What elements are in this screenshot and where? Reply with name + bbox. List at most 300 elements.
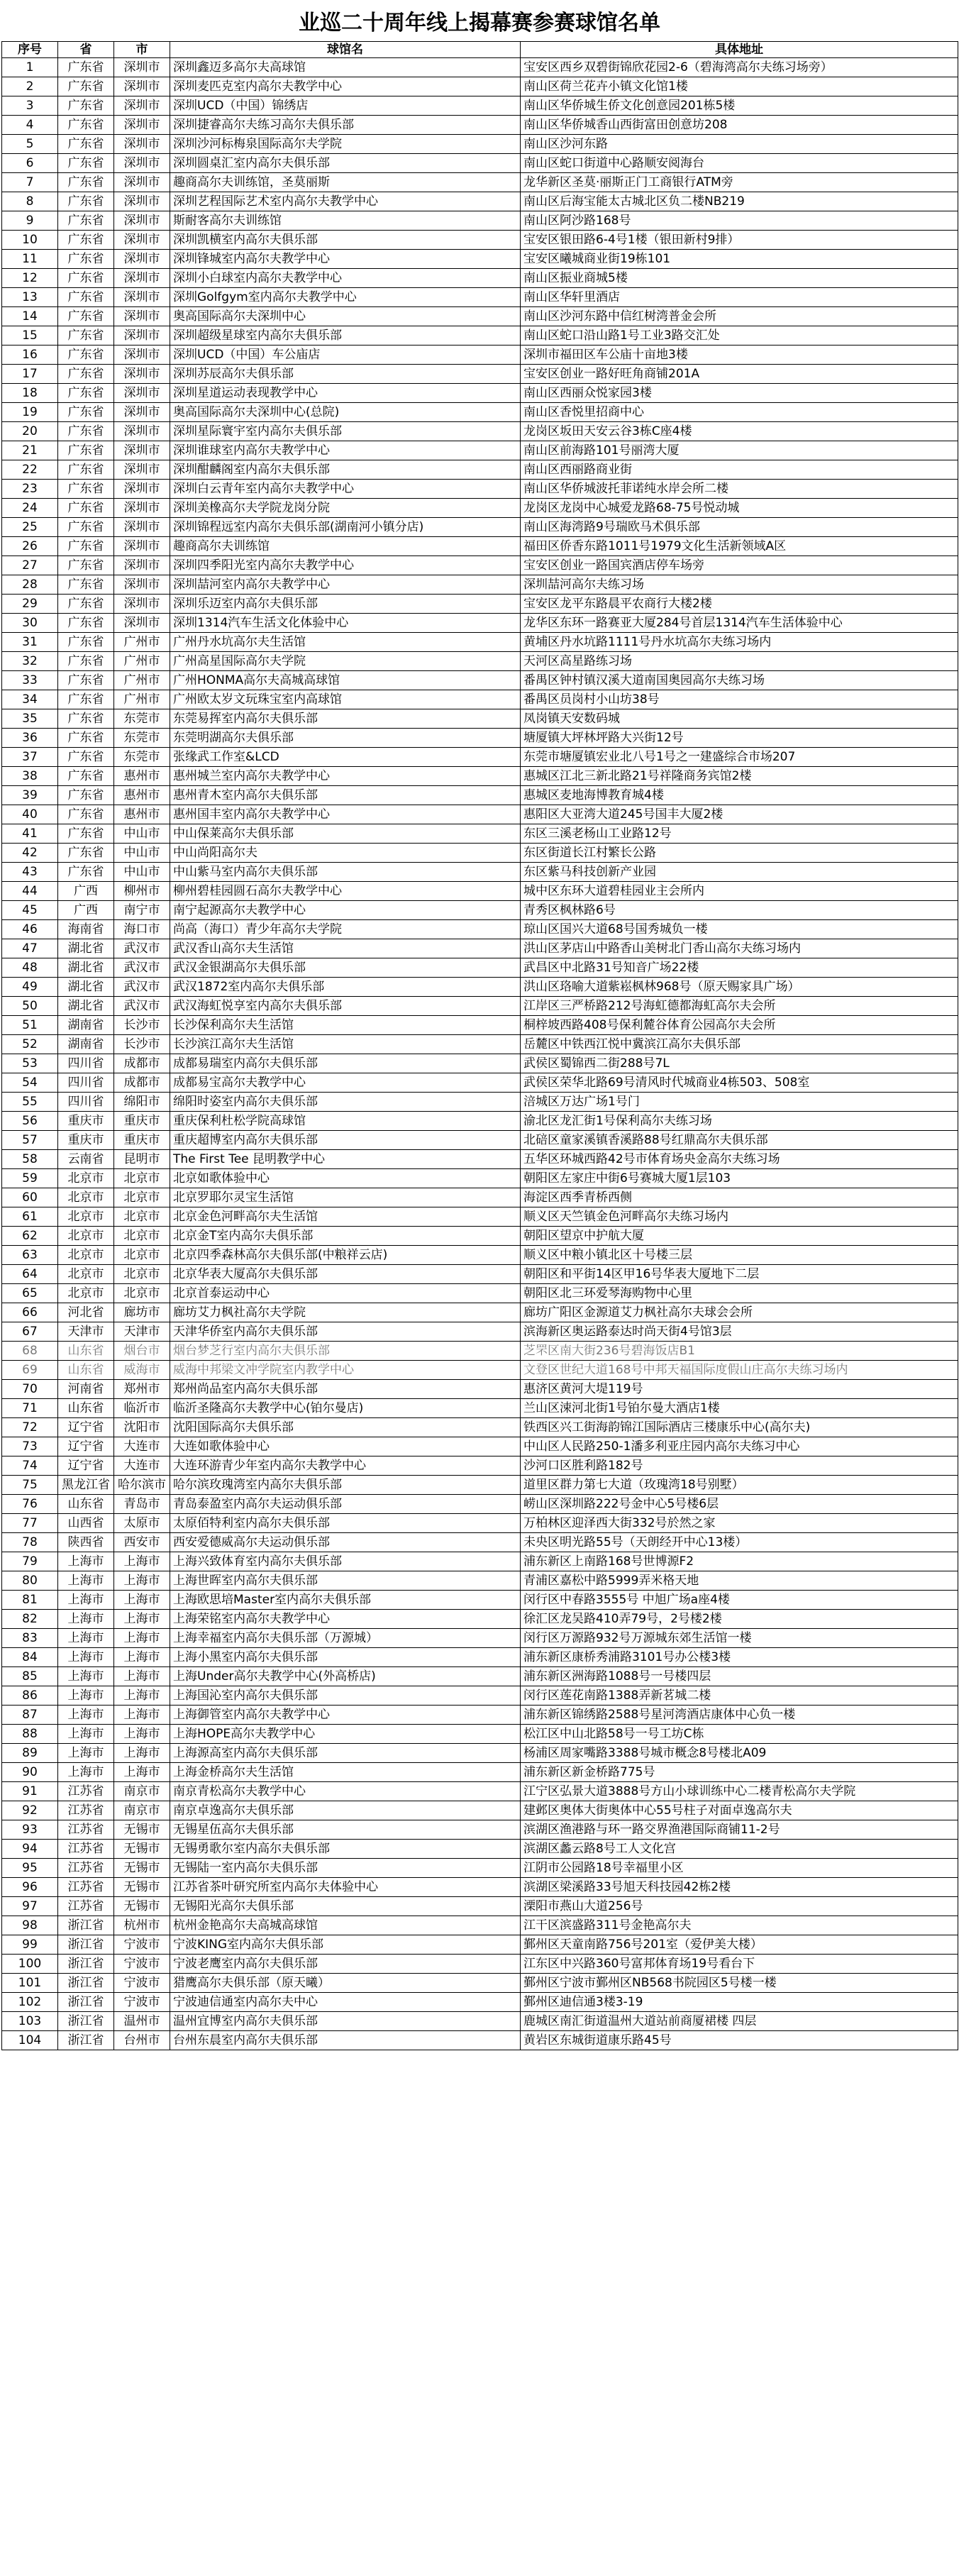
table-row (2, 1686, 958, 1706)
cell-index: 41 (2, 824, 58, 844)
cell-index: 36 (2, 729, 58, 748)
cell-province: 广东省 (58, 173, 114, 192)
table-row (2, 997, 958, 1016)
cell-province: 江苏省 (58, 1897, 114, 1916)
table-row (2, 250, 958, 269)
cell-venue-name: 哈尔滨玫瑰湾室内高尔夫俱乐部 (170, 1476, 521, 1495)
table-row (2, 1571, 958, 1591)
cell-address: 顺义区天竺镇金色河畔高尔夫练习场内 (521, 1207, 958, 1227)
cell-venue-name: 深圳沙河标梅泉国际高尔夫学院 (170, 135, 521, 154)
table-row (2, 135, 958, 154)
cell-city: 上海市 (114, 1744, 170, 1763)
cell-city: 深圳市 (114, 575, 170, 595)
table-row (2, 192, 958, 211)
cell-city: 太原市 (114, 1514, 170, 1533)
cell-province: 广东省 (58, 556, 114, 575)
cell-province: 浙江省 (58, 1916, 114, 1935)
cell-index: 35 (2, 709, 58, 729)
cell-index: 39 (2, 786, 58, 805)
cell-venue-name: 广州丹水坑高尔夫生活馆 (170, 633, 521, 652)
table-row (2, 1820, 958, 1840)
cell-index: 93 (2, 1820, 58, 1840)
cell-province: 湖南省 (58, 1035, 114, 1054)
cell-city: 武汉市 (114, 939, 170, 958)
table-row (2, 1284, 958, 1303)
table-row (2, 786, 958, 805)
cell-city: 深圳市 (114, 537, 170, 556)
cell-address: 岳麓区中铁西江悦中冀滨江高尔夫俱乐部 (521, 1035, 958, 1054)
cell-city: 深圳市 (114, 518, 170, 537)
cell-city: 温州市 (114, 2012, 170, 2031)
cell-index: 4 (2, 116, 58, 135)
cell-city: 上海市 (114, 1591, 170, 1610)
cell-province: 辽宁省 (58, 1437, 114, 1456)
table-row (2, 614, 958, 633)
cell-venue-name: 武汉金银湖高尔夫俱乐部 (170, 958, 521, 978)
cell-index: 60 (2, 1188, 58, 1207)
cell-address: 南山区蛇口街道中心路顺安阅海台 (521, 154, 958, 173)
cell-city: 武汉市 (114, 958, 170, 978)
table-row (2, 1399, 958, 1418)
cell-address: 徐汇区龙吴路410弄79号，2号楼2楼 (521, 1610, 958, 1629)
cell-venue-name: 深圳星际寰宇室内高尔夫俱乐部 (170, 422, 521, 441)
table-row (2, 652, 958, 671)
cell-address: 朝阳区望京中护航大厦 (521, 1227, 958, 1246)
cell-index: 3 (2, 96, 58, 116)
cell-venue-name: 武汉香山高尔夫生活馆 (170, 939, 521, 958)
cell-index: 26 (2, 537, 58, 556)
cell-venue-name: 上海HOPE高尔夫教学中心 (170, 1725, 521, 1744)
cell-address: 东区三溪老杨山工业路12号 (521, 824, 958, 844)
cell-index: 95 (2, 1859, 58, 1878)
cell-province: 山东省 (58, 1399, 114, 1418)
cell-index: 58 (2, 1150, 58, 1169)
cell-venue-name: 成都易瑞室内高尔夫俱乐部 (170, 1054, 521, 1073)
cell-venue-name: 深圳小白球室内高尔夫教学中心 (170, 269, 521, 288)
cell-venue-name: 沈阳国际高尔夫俱乐部 (170, 1418, 521, 1437)
cell-index: 82 (2, 1610, 58, 1629)
cell-province: 北京市 (58, 1265, 114, 1284)
cell-address: 龙华区东环一路赛亚大厦284号首层1314汽车生活体验中心 (521, 614, 958, 633)
cell-index: 77 (2, 1514, 58, 1533)
cell-province: 山西省 (58, 1514, 114, 1533)
cell-index: 5 (2, 135, 58, 154)
header-index: 序号 (2, 42, 58, 58)
cell-index: 52 (2, 1035, 58, 1054)
cell-city: 成都市 (114, 1054, 170, 1073)
cell-venue-name: 趣商高尔夫训练馆，圣莫丽斯 (170, 173, 521, 192)
table-row (2, 403, 958, 422)
cell-city: 杭州市 (114, 1916, 170, 1935)
cell-index: 25 (2, 518, 58, 537)
cell-province: 广西 (58, 901, 114, 920)
cell-province: 上海市 (58, 1552, 114, 1571)
cell-address: 洪山区茅店山中路香山美树北门香山高尔夫练习场内 (521, 939, 958, 958)
cell-index: 38 (2, 767, 58, 786)
cell-venue-name: 深圳UCD（中国）车公庙店 (170, 346, 521, 365)
cell-province: 广东省 (58, 269, 114, 288)
cell-province: 上海市 (58, 1648, 114, 1667)
table-row (2, 1016, 958, 1035)
cell-address: 建邺区奥体大街奥体中心55号柱子对面卓逸高尔夫 (521, 1801, 958, 1820)
cell-city: 广州市 (114, 652, 170, 671)
cell-index: 70 (2, 1380, 58, 1399)
cell-city: 沈阳市 (114, 1418, 170, 1437)
cell-province: 北京市 (58, 1207, 114, 1227)
cell-index: 21 (2, 441, 58, 460)
cell-province: 广东省 (58, 135, 114, 154)
cell-venue-name: 上海御管室内高尔夫教学中心 (170, 1706, 521, 1725)
cell-address: 南山区阿沙路168号 (521, 211, 958, 231)
cell-address: 闵行区万源路932号万源城东郊生活馆一楼 (521, 1629, 958, 1648)
cell-city: 深圳市 (114, 365, 170, 384)
cell-venue-name: 深圳捷睿高尔夫练习高尔夫俱乐部 (170, 116, 521, 135)
cell-address: 沙河口区胜利路182号 (521, 1456, 958, 1476)
cell-index: 40 (2, 805, 58, 824)
cell-province: 上海市 (58, 1725, 114, 1744)
table-row (2, 882, 958, 901)
cell-city: 绵阳市 (114, 1093, 170, 1112)
cell-venue-name: 北京金色河畔高尔夫生活馆 (170, 1207, 521, 1227)
cell-index: 59 (2, 1169, 58, 1188)
table-row (2, 901, 958, 920)
table-row (2, 1591, 958, 1610)
cell-index: 17 (2, 365, 58, 384)
cell-address: 滨湖区蠡云路8号工人文化宫 (521, 1840, 958, 1859)
cell-city: 宁波市 (114, 1955, 170, 1974)
cell-address: 浦东新区锦绣路2588号星河湾酒店康体中心负一楼 (521, 1706, 958, 1725)
cell-city: 大连市 (114, 1456, 170, 1476)
cell-index: 85 (2, 1667, 58, 1686)
cell-province: 河南省 (58, 1380, 114, 1399)
cell-index: 1 (2, 58, 58, 77)
cell-city: 深圳市 (114, 460, 170, 480)
cell-province: 江苏省 (58, 1782, 114, 1801)
cell-index: 9 (2, 211, 58, 231)
header-address: 具体地址 (521, 42, 958, 58)
cell-city: 深圳市 (114, 231, 170, 250)
cell-venue-name: 中山尚阳高尔夫 (170, 844, 521, 863)
cell-venue-name: 猎鹰高尔夫俱乐部（原天曦） (170, 1974, 521, 1993)
table-row (2, 1706, 958, 1725)
cell-venue-name: The First Tee 昆明教学中心 (170, 1150, 521, 1169)
cell-venue-name: 北京华表大厦高尔夫俱乐部 (170, 1265, 521, 1284)
cell-address: 江干区滨盛路311号金艳高尔夫 (521, 1916, 958, 1935)
cell-venue-name: 深圳艺程国际艺术室内高尔夫教学中心 (170, 192, 521, 211)
cell-venue-name: 深圳苏辰高尔夫俱乐部 (170, 365, 521, 384)
cell-venue-name: 深圳酣麟阁室内高尔夫俱乐部 (170, 460, 521, 480)
cell-city: 北京市 (114, 1246, 170, 1265)
cell-address: 南山区振业商城5楼 (521, 269, 958, 288)
cell-city: 南京市 (114, 1801, 170, 1820)
cell-address: 万柏林区迎泽西大街332号於然之家 (521, 1514, 958, 1533)
cell-address: 文登区世纪大道168号中邦天福国际度假山庄高尔夫练习场内 (521, 1361, 958, 1380)
cell-city: 广州市 (114, 690, 170, 709)
cell-index: 45 (2, 901, 58, 920)
cell-city: 深圳市 (114, 384, 170, 403)
cell-venue-name: 武汉1872室内高尔夫俱乐部 (170, 978, 521, 997)
cell-venue-name: 北京如歌体验中心 (170, 1169, 521, 1188)
cell-city: 惠州市 (114, 767, 170, 786)
cell-index: 37 (2, 748, 58, 767)
cell-province: 浙江省 (58, 1955, 114, 1974)
table-row (2, 154, 958, 173)
table-row (2, 729, 958, 748)
cell-address: 南山区蛇口沿山路1号工业3路交汇处 (521, 326, 958, 346)
cell-province: 广东省 (58, 365, 114, 384)
cell-province: 海南省 (58, 920, 114, 939)
cell-city: 深圳市 (114, 595, 170, 614)
cell-index: 76 (2, 1495, 58, 1514)
cell-index: 44 (2, 882, 58, 901)
cell-city: 上海市 (114, 1629, 170, 1648)
table-body (2, 58, 958, 2050)
cell-address: 浦东新区康桥秀浦路3101号办公楼3楼 (521, 1648, 958, 1667)
cell-address: 南山区西丽路商业街 (521, 460, 958, 480)
table-header-row (2, 42, 958, 58)
cell-index: 72 (2, 1418, 58, 1437)
cell-province: 广东省 (58, 537, 114, 556)
table-row (2, 1361, 958, 1380)
cell-index: 32 (2, 652, 58, 671)
cell-address: 城中区东环大道碧桂园业主会所内 (521, 882, 958, 901)
cell-city: 深圳市 (114, 422, 170, 441)
header-venue-name: 球馆名 (170, 42, 521, 58)
cell-venue-name: 宁波KING室内高尔夫俱乐部 (170, 1935, 521, 1955)
cell-city: 临沂市 (114, 1399, 170, 1418)
cell-province: 广东省 (58, 595, 114, 614)
cell-address: 天河区高星路练习场 (521, 652, 958, 671)
cell-city: 中山市 (114, 824, 170, 844)
cell-city: 重庆市 (114, 1112, 170, 1131)
cell-city: 上海市 (114, 1571, 170, 1591)
cell-index: 13 (2, 288, 58, 307)
cell-address: 溧阳市燕山大道256号 (521, 1897, 958, 1916)
table-row (2, 365, 958, 384)
cell-index: 65 (2, 1284, 58, 1303)
cell-venue-name: 深圳UCD（中国）锦绣店 (170, 96, 521, 116)
cell-address: 东莞市塘厦镇宏业北八号1号之一建盛综合市场207 (521, 748, 958, 767)
cell-province: 浙江省 (58, 2012, 114, 2031)
cell-province: 广东省 (58, 671, 114, 690)
cell-city: 海口市 (114, 920, 170, 939)
cell-city: 深圳市 (114, 135, 170, 154)
cell-city: 深圳市 (114, 614, 170, 633)
table-row (2, 77, 958, 96)
cell-province: 四川省 (58, 1054, 114, 1073)
cell-city: 上海市 (114, 1667, 170, 1686)
table-row (2, 1801, 958, 1820)
cell-city: 烟台市 (114, 1342, 170, 1361)
cell-province: 浙江省 (58, 2031, 114, 2050)
cell-city: 南宁市 (114, 901, 170, 920)
cell-venue-name: 烟台梦芝行室内高尔夫俱乐部 (170, 1342, 521, 1361)
venue-table (1, 41, 958, 2050)
table-row (2, 1169, 958, 1188)
cell-address: 南山区沙河东路中信红树湾普金会所 (521, 307, 958, 326)
cell-province: 上海市 (58, 1686, 114, 1706)
table-row (2, 1974, 958, 1993)
cell-province: 湖南省 (58, 1016, 114, 1035)
cell-venue-name: 东莞易挥室内高尔夫俱乐部 (170, 709, 521, 729)
table-row (2, 499, 958, 518)
cell-address: 龙华新区圣莫·丽斯正门工商银行ATM旁 (521, 173, 958, 192)
table-row (2, 480, 958, 499)
cell-venue-name: 深圳1314汽车生活文化体验中心 (170, 614, 521, 633)
table-row (2, 422, 958, 441)
cell-venue-name: 中山保莱高尔夫俱乐部 (170, 824, 521, 844)
cell-province: 黑龙江省 (58, 1476, 114, 1495)
cell-index: 63 (2, 1246, 58, 1265)
table-row (2, 1840, 958, 1859)
cell-venue-name: 北京罗耶尔灵宝生活馆 (170, 1188, 521, 1207)
cell-address: 江岸区三严桥路212号海虹德都海虹高尔夫会所 (521, 997, 958, 1016)
cell-index: 62 (2, 1227, 58, 1246)
table-row (2, 863, 958, 882)
cell-city: 长沙市 (114, 1035, 170, 1054)
cell-city: 青岛市 (114, 1495, 170, 1514)
cell-venue-name: 深圳喆河室内高尔夫教学中心 (170, 575, 521, 595)
cell-province: 广东省 (58, 231, 114, 250)
cell-address: 廊坊广阳区金源道艾力枫社高尔夫球会会所 (521, 1303, 958, 1322)
cell-address: 南山区后海宝能太古城北区负二楼NB219 (521, 192, 958, 211)
cell-address: 南山区华侨城波托菲诺纯水岸会所二楼 (521, 480, 958, 499)
cell-city: 宁波市 (114, 1935, 170, 1955)
cell-city: 哈尔滨市 (114, 1476, 170, 1495)
cell-venue-name: 西安爱德威高尔夫运动俱乐部 (170, 1533, 521, 1552)
cell-city: 深圳市 (114, 269, 170, 288)
cell-index: 80 (2, 1571, 58, 1591)
cell-province: 广东省 (58, 729, 114, 748)
cell-address: 铁西区兴工街海韵锦江国际酒店三楼康乐中心(高尔夫) (521, 1418, 958, 1437)
table-row (2, 1476, 958, 1495)
cell-index: 87 (2, 1706, 58, 1725)
cell-venue-name: 临沂圣隆高尔夫教学中心(铂尔曼店) (170, 1399, 521, 1418)
cell-index: 100 (2, 1955, 58, 1974)
cell-index: 67 (2, 1322, 58, 1342)
cell-index: 56 (2, 1112, 58, 1131)
cell-address: 鄞州区宁波市鄞州区NB568书院园区5号楼一楼 (521, 1974, 958, 1993)
cell-city: 上海市 (114, 1648, 170, 1667)
cell-venue-name: 南京卓逸高尔夫俱乐部 (170, 1801, 521, 1820)
cell-province: 上海市 (58, 1571, 114, 1591)
cell-province: 天津市 (58, 1322, 114, 1342)
cell-address: 中山区人民路250-1潘多利亚庄园内高尔夫练习中心 (521, 1437, 958, 1456)
cell-address: 浦东新区新金桥路775号 (521, 1763, 958, 1782)
cell-city: 郑州市 (114, 1380, 170, 1399)
cell-venue-name: 深圳凯横室内高尔夫俱乐部 (170, 231, 521, 250)
cell-index: 79 (2, 1552, 58, 1571)
cell-address: 海淀区西季青桥西侧 (521, 1188, 958, 1207)
cell-city: 武汉市 (114, 997, 170, 1016)
cell-index: 48 (2, 958, 58, 978)
table-row (2, 116, 958, 135)
table-row (2, 939, 958, 958)
cell-address: 未央区明光路55号（天朗经开中心13楼） (521, 1533, 958, 1552)
cell-city: 西安市 (114, 1533, 170, 1552)
cell-address: 东区紫马科技创新产业园 (521, 863, 958, 882)
table-row (2, 1227, 958, 1246)
cell-venue-name: 南宁起源高尔夫教学中心 (170, 901, 521, 920)
cell-address: 滨海新区奥运路泰达时尚天街4号馆3层 (521, 1322, 958, 1342)
cell-province: 广东省 (58, 652, 114, 671)
cell-venue-name: 奥高国际高尔夫深圳中心(总院) (170, 403, 521, 422)
cell-index: 94 (2, 1840, 58, 1859)
cell-city: 深圳市 (114, 288, 170, 307)
cell-index: 54 (2, 1073, 58, 1093)
cell-city: 柳州市 (114, 882, 170, 901)
cell-index: 66 (2, 1303, 58, 1322)
cell-province: 上海市 (58, 1629, 114, 1648)
cell-venue-name: 深圳白云青年室内高尔夫教学中心 (170, 480, 521, 499)
cell-index: 30 (2, 614, 58, 633)
table-row (2, 1495, 958, 1514)
cell-city: 无锡市 (114, 1859, 170, 1878)
cell-venue-name: 青岛泰盈室内高尔夫运动俱乐部 (170, 1495, 521, 1514)
cell-index: 101 (2, 1974, 58, 1993)
table-row (2, 518, 958, 537)
cell-province: 浙江省 (58, 1935, 114, 1955)
table-row (2, 231, 958, 250)
cell-index: 8 (2, 192, 58, 211)
cell-city: 台州市 (114, 2031, 170, 2050)
cell-province: 北京市 (58, 1169, 114, 1188)
table-row (2, 1380, 958, 1399)
cell-venue-name: 北京首泰运动中心 (170, 1284, 521, 1303)
cell-venue-name: 绵阳时姿室内高尔夫俱乐部 (170, 1093, 521, 1112)
cell-venue-name: 武汉海虹悦享室内高尔夫俱乐部 (170, 997, 521, 1016)
cell-province: 广东省 (58, 96, 114, 116)
cell-index: 64 (2, 1265, 58, 1284)
cell-province: 广东省 (58, 460, 114, 480)
cell-index: 53 (2, 1054, 58, 1073)
table-row (2, 441, 958, 460)
table-row (2, 1514, 958, 1533)
cell-venue-name: 深圳超级星球室内高尔夫俱乐部 (170, 326, 521, 346)
header-city: 市 (114, 42, 170, 58)
table-row (2, 1744, 958, 1763)
cell-venue-name: 南京青松高尔夫教学中心 (170, 1782, 521, 1801)
cell-province: 山东省 (58, 1495, 114, 1514)
cell-index: 43 (2, 863, 58, 882)
cell-venue-name: 斯耐客高尔夫训练馆 (170, 211, 521, 231)
cell-city: 武汉市 (114, 978, 170, 997)
cell-index: 47 (2, 939, 58, 958)
cell-venue-name: 惠州青木室内高尔夫俱乐部 (170, 786, 521, 805)
cell-city: 中山市 (114, 844, 170, 863)
table-row (2, 1878, 958, 1897)
cell-city: 大连市 (114, 1437, 170, 1456)
cell-province: 广东省 (58, 441, 114, 460)
cell-index: 33 (2, 671, 58, 690)
cell-province: 广东省 (58, 192, 114, 211)
table-row (2, 2012, 958, 2031)
cell-address: 南山区西丽众悦家园3楼 (521, 384, 958, 403)
cell-index: 89 (2, 1744, 58, 1763)
cell-province: 四川省 (58, 1093, 114, 1112)
cell-address: 朝阳区和平街14区甲16号华表大厦地下二层 (521, 1265, 958, 1284)
cell-venue-name: 重庆保利杜松学院高球馆 (170, 1112, 521, 1131)
cell-province: 广东省 (58, 518, 114, 537)
cell-address: 宝安区西乡双碧街锦欣花园2-6（碧海湾高尔夫练习场旁） (521, 58, 958, 77)
cell-address: 杨浦区周家嘴路3388号城市概念8号楼北A09 (521, 1744, 958, 1763)
cell-index: 69 (2, 1361, 58, 1380)
table-row (2, 1207, 958, 1227)
cell-province: 广东省 (58, 326, 114, 346)
cell-venue-name: 张缘武工作室&LCD (170, 748, 521, 767)
cell-index: 16 (2, 346, 58, 365)
table-row (2, 1093, 958, 1112)
